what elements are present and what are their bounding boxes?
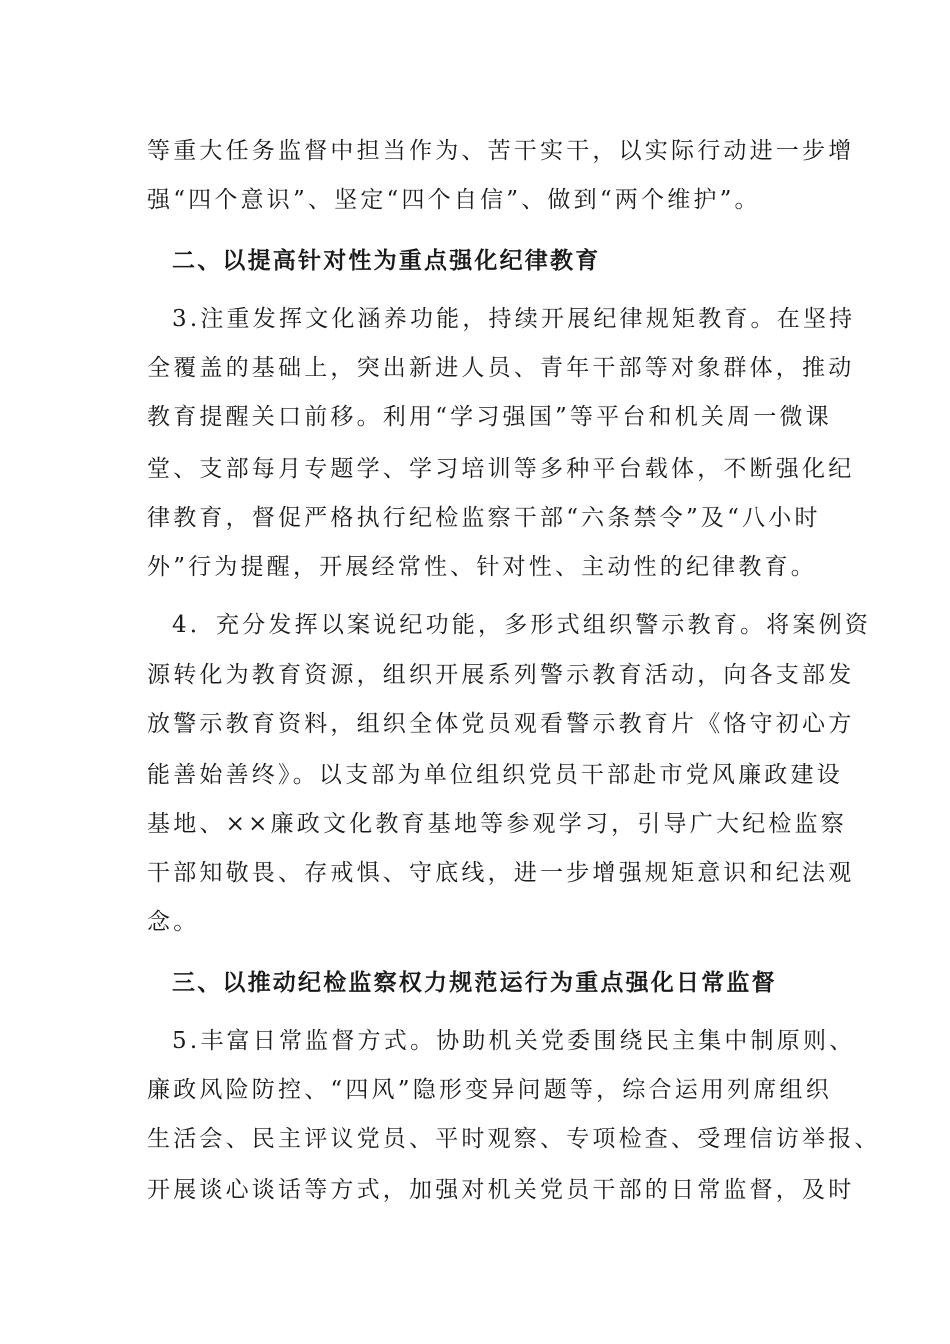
body-text-line: 堂、支部每月专题学、学习培训等多种平台载体，不断强化纪 xyxy=(147,456,855,482)
section-heading-2: 二、以提高针对性为重点强化纪律教育 xyxy=(172,248,601,274)
paragraph-3-line: 3.注重发挥文化涵养功能，持续开展纪律规矩教育。在坚持 xyxy=(172,306,856,332)
body-text-line: 生活会、民主评议党员、平时观察、专项检查、受理信访举报、 xyxy=(147,1126,881,1152)
body-text-line: 基地、××廉政文化教育基地等参观学习，引导广大纪检监察 xyxy=(147,811,847,837)
body-text-line: 强“四个意识”、坚定“四个自信”、做到“两个维护”。 xyxy=(147,187,761,213)
body-text-line: 教育提醒关口前移。利用“学习强国”等平台和机关周一微课 xyxy=(147,404,832,430)
body-text-line: 能善始善终》。以支部为单位组织党员干部赴市党风廉政建设 xyxy=(147,762,843,788)
paragraph-5-line: 5.丰富日常监督方式。协助机关党委围绕民主集中制原则、 xyxy=(172,1028,856,1054)
body-text-line: 全覆盖的基础上，突出新进人员、青年干部等对象群体，推动 xyxy=(147,355,855,381)
body-text-line: 律教育，督促严格执行纪检监察干部“六条禁令”及“八小时 xyxy=(147,505,821,531)
paragraph-4-line: 4．充分发挥以案说纪功能，多形式组织警示教育。将案例资 xyxy=(172,612,872,638)
body-text-line: 等重大任务监督中担当作为、苦干实干，以实际行动进一步增 xyxy=(147,138,855,164)
body-text-line: 源转化为教育资源，组织开展系列警示教育活动，向各支部发 xyxy=(147,662,855,688)
section-heading-3: 三、以推动纪检监察权力规范运行为重点强化日常监督 xyxy=(172,970,777,996)
body-text-line: 开展谈心谈话等方式，加强对机关党员干部的日常监督，及时 xyxy=(147,1177,855,1203)
body-text-line: 外”行为提醒，开展经常性、针对性、主动性的纪律教育。 xyxy=(147,554,817,580)
body-text-line: 放警示教育资料，组织全体党员观看警示教育片《恪守初心方 xyxy=(147,711,855,737)
body-text-line: 干部知敬畏、存戒惧、守底线，进一步增强规矩意识和纪法观 xyxy=(147,860,855,886)
body-text-line: 念。 xyxy=(147,909,200,935)
body-text-line: 廉政风险防控、“四风”隐形变异问题等，综合运用列席组织 xyxy=(147,1077,832,1103)
